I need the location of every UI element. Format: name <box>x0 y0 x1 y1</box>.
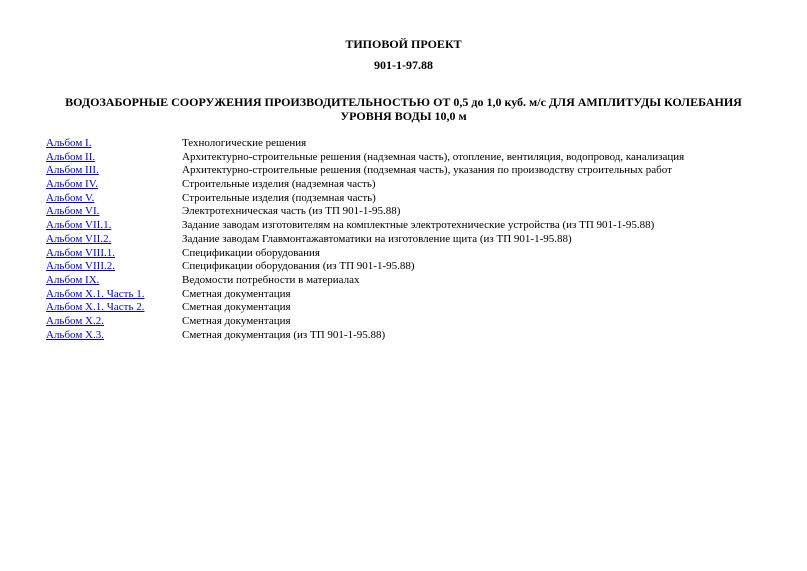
album-list <box>46 137 766 342</box>
album-link[interactable]: Альбом X.2. <box>46 314 104 327</box>
project-code-heading: 901-1-97.88 <box>374 58 433 72</box>
album-link[interactable]: Альбом X.3. <box>46 328 104 341</box>
album-row <box>46 315 766 329</box>
album-description: Спецификации оборудования <box>182 246 320 259</box>
album-description: Строительные изделия (надземная часть) <box>182 178 376 191</box>
album-row <box>46 192 766 206</box>
album-link[interactable]: Альбом IV. <box>46 178 98 191</box>
project-title-heading: ВОДОЗАБОРНЫЕ СООРУЖЕНИЯ ПРОИЗВОДИТЕЛЬНОСТЬЮ ОТ 0,5 до 1,0 куб. м/с ДЛЯ АМПЛИТУДЫ КОЛЕБАНИЯ УРОВНЯ ВОДЫ 10,0 м <box>65 95 742 123</box>
album-row <box>46 329 766 343</box>
album-description: Архитектурно-строительные решения (подземная часть), указания по производству строительных работ <box>182 164 672 177</box>
album-row <box>46 301 766 315</box>
album-description: Технологические решения <box>182 137 307 149</box>
album-row <box>46 274 766 288</box>
album-description: Задание заводам Главмонтажавтоматики на изготовление щита (из ТП 901-1-95.88) <box>182 232 572 245</box>
album-description: Сметная документация <box>182 287 291 300</box>
album-description: Электротехническая часть (из ТП 901-1-95.88) <box>182 205 401 218</box>
album-description: Сметная документация <box>182 314 291 327</box>
album-row <box>46 288 766 302</box>
album-link[interactable]: Альбом VII.2. <box>46 232 112 245</box>
album-link[interactable]: Альбом VIII.2. <box>46 260 115 273</box>
album-link[interactable]: Альбом IX. <box>46 273 100 286</box>
album-description: Строительные изделия (подземная часть) <box>182 191 376 204</box>
album-link[interactable]: Альбом III. <box>46 164 99 177</box>
album-description: Ведомости потребности в материалах <box>182 273 360 286</box>
album-link[interactable]: Альбом VIII.1. <box>46 246 115 259</box>
album-description: Сметная документация <box>182 301 291 314</box>
album-description: Спецификации оборудования (из ТП 901-1-95.88) <box>182 260 415 273</box>
album-row <box>46 205 766 219</box>
album-row <box>46 247 766 261</box>
album-link[interactable]: Альбом X.1. Часть 2. <box>46 301 145 314</box>
album-link[interactable]: Альбом II. <box>46 150 96 163</box>
album-description: Задание заводам изготовителям на комплектные электротехнические устройства (из ТП 901-1-95.88) <box>182 219 655 232</box>
album-link[interactable]: Альбом I. <box>46 137 92 149</box>
album-description: Архитектурно-строительные решения (надземная часть), отопление, вентиляция, водопровод, канализация <box>182 150 685 163</box>
album-row <box>46 178 766 192</box>
album-row <box>46 260 766 274</box>
album-row <box>46 164 766 178</box>
album-row <box>46 151 766 165</box>
album-link[interactable]: Альбом V. <box>46 191 95 204</box>
album-row <box>46 219 766 233</box>
album-link[interactable]: Альбом X.1. Часть 1. <box>46 287 145 300</box>
album-row <box>46 137 766 151</box>
album-row <box>46 233 766 247</box>
album-description: Сметная документация (из ТП 901-1-95.88) <box>182 328 386 341</box>
album-link[interactable]: Альбом VI. <box>46 205 100 218</box>
album-link[interactable]: Альбом VII.1. <box>46 219 112 232</box>
document-type-heading: ТИПОВОЙ ПРОЕКТ <box>345 37 462 51</box>
